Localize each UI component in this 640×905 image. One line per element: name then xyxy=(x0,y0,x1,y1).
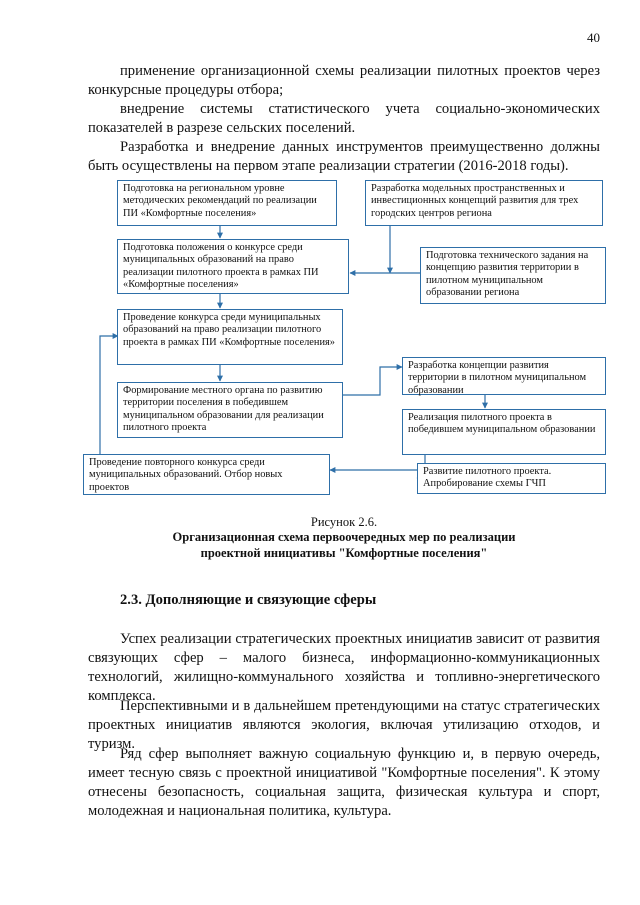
figure-caption-number: Рисунок 2.6. xyxy=(310,515,378,529)
figure-caption-title-line1: Организационная схема первоочередных мер по реализации xyxy=(172,530,516,544)
box-contest-regulation: Подготовка положения о конкурсе среди муниципальных образований на право реализации пилотного проекта в рамках ПИ «Комфортные поселения» xyxy=(117,239,349,294)
section-paragraph-1: Успех реализации стратегических проектных инициатив зависит от развития связующих сфер – малого бизнеса, информационно-коммуникационных технологий, жилищно-коммунального хозяйства и топливно-энергетического комплекса. xyxy=(88,631,600,704)
figure-caption-title-line2: проектной инициативы "Комфортные поселения" xyxy=(200,546,488,560)
box-regional-guidelines: Подготовка на региональном уровне методических рекомендаций по реализации ПИ «Комфортные поселения» xyxy=(117,180,337,226)
connector-localbody-to-concept xyxy=(343,367,402,395)
box-repeat-contest: Проведение повторного конкурса среди муниципальных образований. Отбор новых проектов xyxy=(83,454,330,495)
section-paragraph-2: Перспективными и в дальнейшем претендующими на статус стратегических проектных инициатив являются экология, включая утилизацию отходов, и туризм. xyxy=(88,698,600,752)
box-pilot-development: Развитие пилотного проекта. Апробирование схемы ГЧП xyxy=(417,463,606,494)
box-concept-development: Разработка концепции развития территории в пилотном муниципальном образовании xyxy=(402,357,606,395)
section-heading: 2.3. Дополняющие и связующие сферы xyxy=(120,592,377,608)
page-number: 40 xyxy=(587,30,600,45)
box-pilot-implementation: Реализация пилотного проекта в победившем муниципальном образовании xyxy=(402,409,606,455)
section-paragraph-3: Ряд сфер выполняет важную социальную функцию и, в первую очередь, имеет тесную связь с проектной инициативой "Комфортные поселения". К этому отнесены безопасность, социальная защита, физическая культура и спорт, молодежная и национальная политика, культура. xyxy=(88,746,600,819)
box-local-body: Формирование местного органа по развитию территории поселения в победившем муниципальном образовании для реализации пилотного проекта xyxy=(117,382,343,438)
connector-repeat-to-contest xyxy=(100,336,118,454)
intro-paragraph-1: применение организационной схемы реализации пилотных проектов через конкурсные процедуры отбора; xyxy=(88,63,600,98)
box-contest: Проведение конкурса среди муниципальных образований на право реализации пилотного проекта в рамках ПИ «Комфортные поселения» xyxy=(117,309,343,365)
box-technical-task: Подготовка технического задания на концепцию развития территории в пилотном муниципальном образовании региона xyxy=(420,247,606,304)
intro-paragraph-2: внедрение системы статистического учета социально-экономических показателей в разрезе сельских поселений. xyxy=(88,101,600,136)
box-model-concepts: Разработка модельных пространственных и инвестиционных концепций развития для трех городских центров региона xyxy=(365,180,603,226)
intro-paragraph-3: Разработка и внедрение данных инструментов преимущественно должны быть осуществлены на первом этапе реализации стратегии (2016-2018 годы). xyxy=(88,139,600,174)
connector-impl-to-repeat xyxy=(330,455,425,470)
